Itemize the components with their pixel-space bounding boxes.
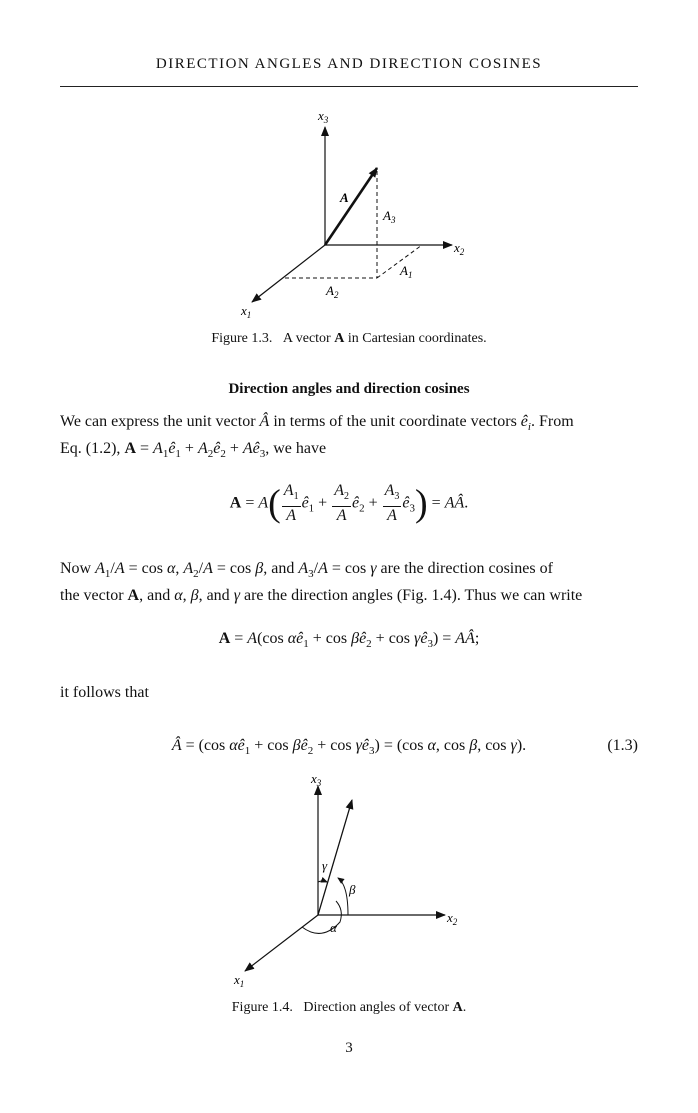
running-header: DIRECTION ANGLES AND DIRECTION COSINES [155,56,543,72]
section-title: Direction angles and direction cosines [228,381,470,397]
label-a1: $A_1$ [400,263,413,280]
figure-1-4 [0,770,698,990]
label-x3: $x_3$ [318,108,329,125]
page-number: 3 [345,1040,353,1056]
vector-a [325,168,377,245]
label-a3: $A_3$ [383,208,396,225]
paragraph-2: Now $A_1/A = \cos \alpha$, $A_2/A = \cos \beta$, and $A_3/A = \cos \gamma$ are the direction cosines of the vector A, and α, β, and γ are the direction angles (Fig. 1.4). Thus we can write [60,560,583,605]
label-alpha: α [330,920,337,935]
gamma-arc [318,881,327,882]
equation-number: (1.3) [607,737,638,754]
label-a: A [340,190,349,205]
label-x1-b: $x_1$ [234,972,245,989]
equation-direction-cosines: A = A(cos $\alpha ê_1 + \cos$ $\beta ê_2 + \cos$ $\gamma ê_3$) = AÂ; [218,630,480,651]
figure-1-3 [0,95,698,325]
label-x3-b: $x_3$ [311,771,322,788]
equation-1-3: Â = (cos $\alpha ê_1 + \cos$ $\beta ê_2 + \cos$ $\gamma ê_3) = (\cos$ α, cos β, cos γ). [171,737,527,758]
axis-x1 [252,245,325,302]
label-x1: $x_1$ [241,303,252,320]
header-rule [60,86,638,87]
figure-1-4-caption: Figure 1.4. Direction angles of vector A. [231,1000,467,1015]
axis-x1-b [245,915,318,971]
label-x2-b: $x_2$ [447,910,458,927]
figure-1-3-caption: Figure 1.3. A vector A in Cartesian coordinates. [211,331,487,346]
beta-arc [338,878,348,915]
paragraph-1: We can express the unit vector Â in terms of the unit coordinate vectors $ê_i$. From Eq. (1.2), $A = A_1ê_1$ + $A_2ê_2$ + $Aê_3$, we have [60,413,574,461]
label-beta: β [349,882,356,897]
paragraph-3: it follows that [60,684,149,701]
label-gamma: γ [322,858,328,873]
label-a2: $A_2$ [326,283,339,300]
label-x2: $x_2$ [454,240,465,257]
equation-a-expansion: A = A( $\frac{A_1}{A}$ $ê_1$ + $\frac{A_2}{A}$ $ê_2$ + $\frac{A_3}{A}$ $ê_3$) = AÂ. [229,482,469,525]
